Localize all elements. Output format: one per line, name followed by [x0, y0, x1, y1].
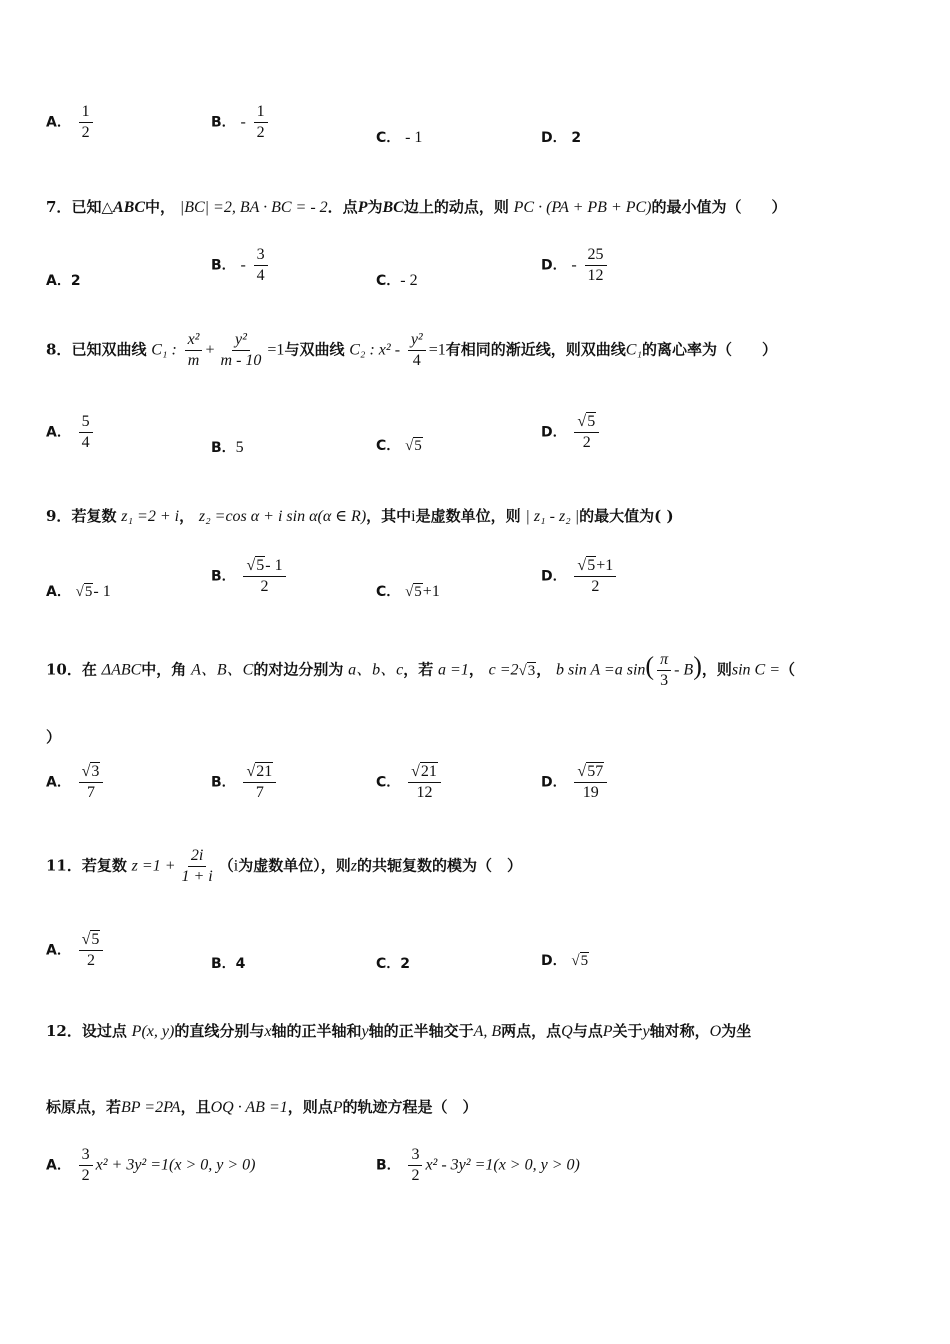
sqrt-sign: √5 — [405, 438, 422, 454]
option-label: B． — [211, 440, 236, 456]
question-8-stem: 8．已知双曲线 C₁ : $\frac{\text{x²}}{m}$ + $\frac{\text{y²}}{m - 10}$ =1与双曲线 C₂ : x² - $\frac{\text{y²}}{4}$ =1有相同的渐近线，则双曲线C₁的离心率为（ ） — [46, 331, 778, 369]
option-label: B． — [211, 956, 236, 972]
option-label: C． — [376, 273, 401, 289]
option-label: B． — [211, 114, 236, 131]
option-label: D． — [541, 953, 567, 969]
fraction: $\frac{√21}{7}$ — [243, 762, 276, 803]
question-11-stem: 11．若复数 z =1 + $\frac{2i}{1 + i}$ （i为虚数单位），则z的共轭复数的模为（ ） — [46, 847, 522, 885]
q10-option-a[interactable] — [46, 762, 106, 803]
q11-option-b[interactable]: B．4 — [211, 956, 246, 972]
sqrt-sign: √3 — [518, 662, 536, 679]
sqrt-sign: √21 — [411, 763, 437, 780]
option-label: A． — [46, 1157, 71, 1174]
q9-option-d[interactable] — [541, 556, 619, 597]
fraction: $\frac{√5- 1}{2}$ — [243, 556, 285, 597]
fraction: $\frac{1}{2}$ — [79, 102, 93, 143]
q12-option-b[interactable]: B． $\frac{3}{2}$ x² - 3y² =1(x > 0, y > 0) — [376, 1146, 580, 1184]
question-10-stem: 10．在 ΔABC中，角 A、B、C的对边分别为 a、b、c，若 a =1， c =2√3， b sin A =a sin( $\frac{\pi}{3}$ - B)，则sin C =（ — [46, 651, 796, 689]
sqrt-sign: √5 — [571, 953, 589, 969]
fraction: $\frac{3}{4}$ — [254, 245, 268, 286]
q6-option-c[interactable]: C． - 1 — [376, 129, 423, 146]
q7-option-c[interactable]: C．- 2 — [376, 272, 418, 289]
fraction: $\frac{1}{2}$ — [254, 102, 268, 143]
option-label: A． — [46, 584, 71, 600]
q7-option-b[interactable]: B． - $\frac{3}{4}$ — [211, 245, 271, 286]
q8-option-a[interactable] — [46, 412, 96, 453]
option-label: D． — [541, 774, 567, 791]
q10-option-b[interactable] — [211, 762, 279, 803]
option-label: A． — [46, 424, 71, 441]
option-label: A． — [46, 942, 71, 959]
vector-expression: PC · (PA + PB + PC) — [513, 199, 652, 216]
option-label: D． — [541, 130, 567, 146]
sqrt-sign: √5 — [246, 557, 265, 574]
option-label: A． — [46, 774, 71, 791]
fraction: $\frac{\text{y²}}{4}$ — [408, 330, 426, 371]
option-label: C． — [376, 130, 401, 146]
option-label: D． — [541, 257, 567, 274]
q9-option-c[interactable]: C． √5+1 — [376, 583, 440, 600]
option-label: B． — [211, 568, 236, 585]
option-label: D． — [541, 424, 567, 441]
sqrt-sign: √57 — [577, 763, 604, 780]
q7-option-d[interactable]: D． - $\frac{25}{12}$ — [541, 245, 610, 286]
q9-option-b[interactable] — [211, 556, 289, 597]
fraction: $\frac{√21}{12}$ — [408, 762, 441, 803]
fraction: $\frac{5}{4}$ — [79, 412, 93, 453]
option-label: B． — [211, 257, 236, 274]
q7-option-a[interactable]: A．2 — [46, 273, 81, 289]
q11-option-c[interactable]: C．2 — [376, 956, 411, 972]
option-label: C． — [376, 956, 401, 972]
fraction: $\frac{\text{y²}}{m - 10}$ — [220, 331, 262, 369]
q6-option-b[interactable]: B． - $\frac{1}{2}$ — [211, 102, 271, 143]
q9-option-a[interactable]: A． √5- 1 — [46, 583, 111, 600]
fraction: $\frac{3}{2}$ — [79, 1145, 93, 1186]
fraction: $\frac{\pi}{3}$ — [657, 650, 671, 691]
sqrt-sign: √3 — [81, 763, 100, 780]
fraction: $\frac{√3}{7}$ — [79, 762, 104, 803]
q12-option-a[interactable]: A． $\frac{3}{2}$ x² + 3y² =1(x > 0, y > 0) — [46, 1146, 256, 1184]
fraction: $\frac{√57}{19}$ — [574, 762, 607, 803]
q11-option-d[interactable] — [541, 950, 589, 970]
sqrt-sign: √5 — [405, 584, 422, 600]
q8-option-d[interactable] — [541, 412, 602, 453]
fraction: $\frac{√5+1}{2}$ — [574, 556, 616, 597]
option-label: C． — [376, 584, 401, 600]
sqrt-sign: √5 — [577, 413, 596, 430]
fraction: $\frac{√5}{2}$ — [79, 930, 104, 971]
q6-option-d[interactable]: D． 2 — [541, 130, 582, 146]
q10-option-c[interactable] — [376, 762, 444, 803]
option-label: D． — [541, 568, 567, 585]
q8-option-c[interactable] — [376, 435, 423, 455]
fraction: $\frac{√5}{2}$ — [574, 412, 599, 453]
option-label: C． — [376, 438, 401, 454]
sqrt-sign: √5 — [81, 931, 100, 948]
option-label: B． — [376, 1157, 401, 1174]
option-label: A． — [46, 273, 71, 289]
sqrt-sign: √5 — [577, 557, 596, 574]
q6-option-a[interactable] — [46, 102, 96, 143]
question-12-stem-line1: 12．设过点 P(x, y)的直线分别与x轴的正半轴和y轴的正半轴交于A, B两点，点Q与点P关于y轴对称，O为坐 — [46, 1022, 752, 1040]
fraction: $\frac{\text{x²}}{m}$ — [185, 330, 203, 371]
option-label: C． — [376, 774, 401, 791]
question-10-close: ） — [46, 728, 62, 746]
fraction: $\frac{3}{2}$ — [408, 1145, 422, 1186]
question-9-stem: 9．若复数 z₁ =2 + i， z₂ =cos α + i sin α(α ∈ R)，其中i是虚数单位，则 | z₁ - z₂ |的最大值为( ) — [46, 507, 674, 525]
q10-option-d[interactable] — [541, 762, 610, 803]
sqrt-sign: √21 — [246, 763, 273, 780]
option-label: B． — [211, 774, 236, 791]
fraction: $\frac{25}{12}$ — [585, 245, 607, 286]
fraction: $\frac{2i}{1 + i}$ — [181, 847, 213, 885]
sqrt-sign: √5 — [75, 584, 93, 600]
option-label: A． — [46, 114, 71, 131]
question-7-stem: 7．已知△ABC中， |BC| =2, BA · BC = - 2．点P为BC边上的动点，则 PC · (PA + PB + PC)的最小值为（ ） — [46, 198, 787, 216]
condition-formula: |BC| =2, BA · BC = - 2 — [179, 199, 328, 216]
question-12-stem-line2: 标原点，若BP =2PA，且OQ · AB =1，则点P的轨迹方程是（ ） — [46, 1098, 478, 1116]
q11-option-a[interactable] — [46, 930, 106, 971]
q8-option-b[interactable]: B．5 — [211, 439, 244, 456]
